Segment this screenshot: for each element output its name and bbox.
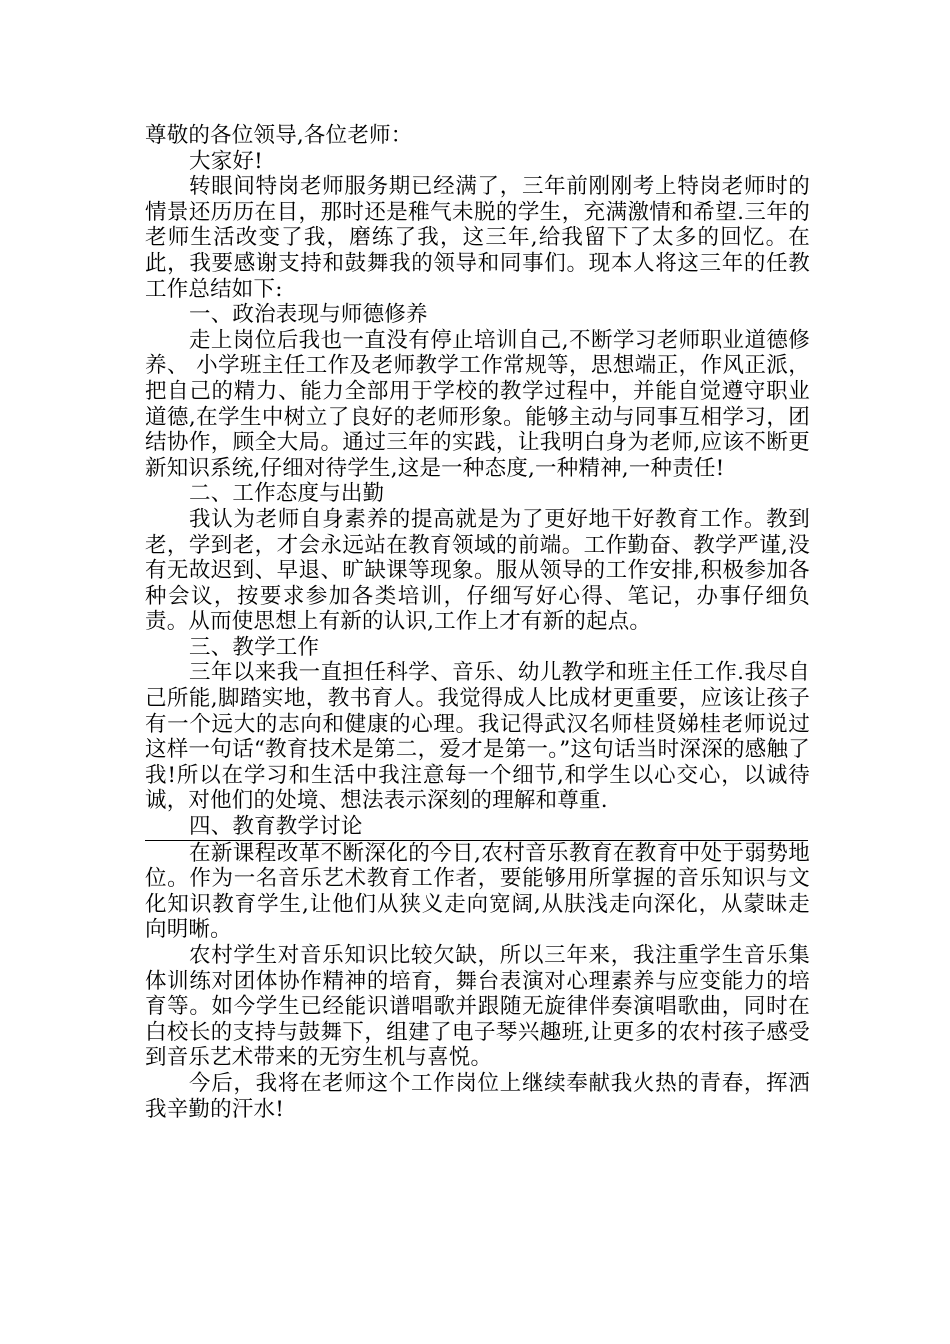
- section-heading-politics: 一、政治表现与师德修养: [189, 302, 428, 328]
- section-heading-teaching: 三、教学工作: [189, 634, 320, 660]
- document-body: [145, 123, 810, 1122]
- section-body-research-2: 农村学生对音乐知识比较欠缺，所以三年来，我注重学生音乐集体训练对团体协作精神的培育，舞台表演对心理素养与应变能力的培育等。如今学生已经能识谱唱歌并跟随无旋律伴奏演唱歌曲，同时在白校长的支持与鼓舞下，组建了电子琴兴趣班,让更多的农村孩子感受到音乐艺术带来的无穷生机与喜悦。: [145, 943, 810, 1071]
- section-body-research-1: 在新课程改革不断深化的今日,农村音乐教育在教育中处于弱势地位。作为一名音乐艺术教育工作者，要能够用所掌握的音乐知识与文化知识教育学生,让他们从狭义走向宽阔,从肤浅走向深化，从蒙昧走向明晰。: [145, 840, 810, 943]
- intro-paragraph: 转眼间特岗老师服务期已经满了，三年前刚刚考上特岗老师时的情景还历历在目，那时还是稚气未脱的学生，充满激情和希望.三年的老师生活改变了我，磨练了我，这三年,给我留下了太多的回忆。在此，我要感谢支持和鼓舞我的领导和同事们。现本人将这三年的任教工作总结如下:: [145, 174, 810, 302]
- closing-paragraph: 今后，我将在老师这个工作岗位上继续奉献我火热的青春，挥洒我辛勤的汗水!: [145, 1070, 810, 1122]
- section-body-attitude: 我认为老师自身素养的提高就是为了更好地干好教育工作。教到老，学到老，才会永远站在教育领域的前端。工作勤奋、教学严谨,没有无故迟到、早退、旷缺课等现象。服从领导的工作安排,积极参加各种会议，按要求参加各类培训，仔细写好心得、笔记，办事仔细负责。从而使思想上有新的认识,工作上才有新的起点。: [145, 506, 810, 635]
- section-heading-research: 四、教育教学讨论: [189, 814, 363, 840]
- section-body-teaching: 三年以来我一直担任科学、音乐、幼儿教学和班主任工作.我尽自己所能,脚踏实地，教书育人。我觉得成人比成材更重要，应该让孩子有一个远大的志向和健康的心理。我记得武汉名师桂贤娣桂老师说过这样一句话“教育技术是第二，爱才是第一。”这句话当时深深的感触了我!所以在学习和生活中我注意每一个细节,和学生以心交心，以诚待诚，对他们的处境、想法表示深刻的理解和尊重.: [145, 660, 810, 814]
- section-body-politics: 走上岗位后我也一直没有停止培训自己,不断学习老师职业道德修养、 小学班主任工作及老师教学工作常规等，思想端正，作风正派，把自己的精力、能力全部用于学校的教学过程中，并能自觉遵守职业道德,在学生中树立了良好的老师形象。能够主动与同事互相学习，团结协作，顾全大局。通过三年的实践，让我明白身为老师,应该不断更新知识系统,仔细对待学生,这是一种态度,一种精神,一种责任!: [145, 327, 810, 481]
- section-heading-attitude: 二、工作态度与出勤: [189, 481, 385, 507]
- greeting: 大家好!: [189, 148, 263, 174]
- salutation: 尊敬的各位领导,各位老师：: [145, 123, 413, 148]
